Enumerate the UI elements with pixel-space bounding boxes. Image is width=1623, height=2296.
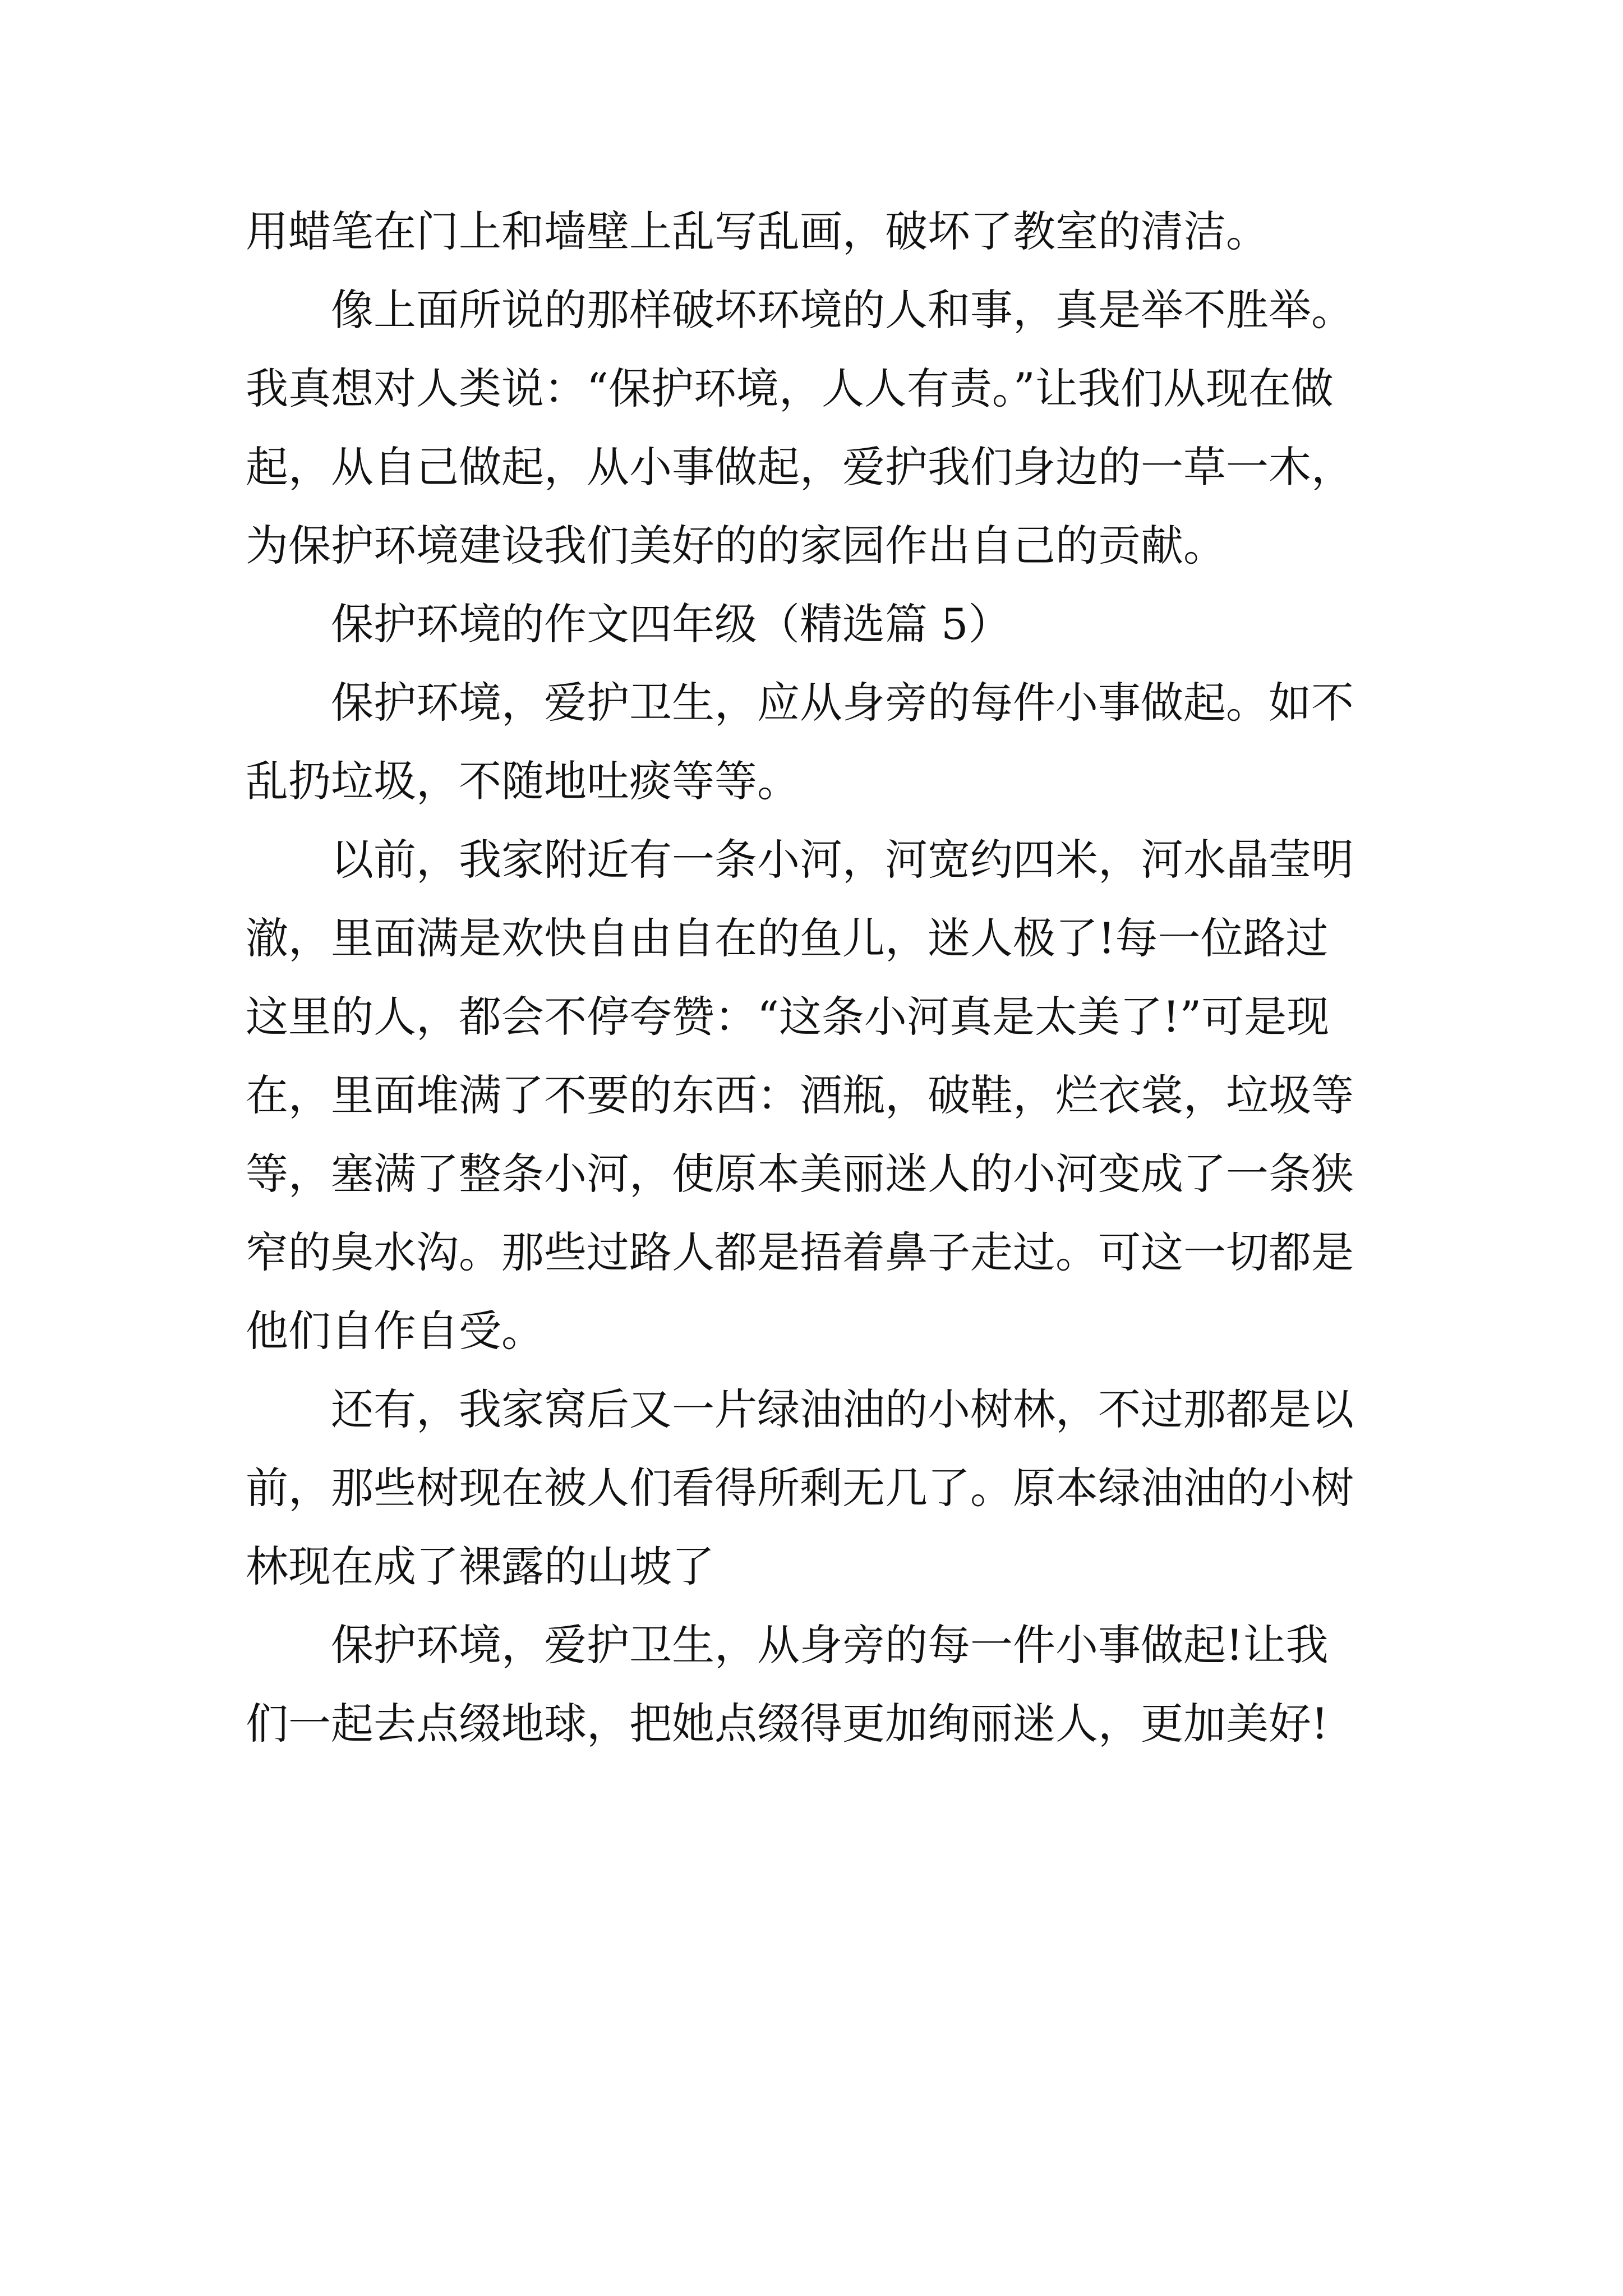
text-line: 澈，里面满是欢快自由自在的鱼儿，迷人极了!每一位路过: [246, 913, 1329, 963]
text-line: 我真想对人类说：“保护环境，人人有责。”让我们从现在做: [246, 364, 1334, 413]
text-line: 乱扔垃圾，不随地吐痰等等。: [246, 756, 800, 806]
essay-body: [246, 192, 1412, 1763]
paragraph-first-line: 保护环境，爱护卫生，应从身旁的每件小事做起。如不: [331, 678, 1354, 728]
text-line: 用蜡笔在门上和墙壁上乱写乱画，破坏了教室的清洁。: [246, 206, 1269, 256]
paragraph-first-line: 保护环境，爱护卫生，从身旁的每一件小事做起!让我: [331, 1620, 1329, 1670]
paragraph-first-line: 还有，我家窝后又一片绿油油的小树林，不过那都是以: [331, 1384, 1354, 1434]
text-line: 这里的人，都会不停夸赞：“这条小河真是太美了!”可是现: [246, 992, 1330, 1042]
section-heading: 保护环境的作文四年级（精选篇 5）: [331, 599, 1011, 649]
text-line: 在，里面堆满了不要的东西：酒瓶，破鞋，烂衣裳，垃圾等: [246, 1070, 1354, 1120]
text-line: 窄的臭水沟。那些过路人都是捂着鼻子走过。可这一切都是: [246, 1227, 1354, 1277]
text-line: 他们自作自受。: [246, 1306, 544, 1356]
text-line: 们一起去点缀地球，把她点缀得更加绚丽迷人，更加美好!: [246, 1699, 1329, 1749]
text-line: 等，塞满了整条小河，使原本美丽迷人的小河变成了一条狭: [246, 1149, 1354, 1199]
paragraph-first-line: 像上面所说的那样破坏环境的人和事，真是举不胜举。: [331, 285, 1354, 335]
text-line: 为保护环境建设我们美好的的家园作出自己的贡献。: [246, 521, 1226, 570]
text-line: 起，从自己做起，从小事做起，爱护我们身边的一草一木，: [246, 442, 1354, 492]
text-line: 前，那些树现在被人们看得所剩无几了。原本绿油油的小树: [246, 1463, 1354, 1513]
text-line: 林现在成了裸露的山坡了: [246, 1542, 714, 1591]
paragraph-first-line: 以前，我家附近有一条小河，河宽约四米，河水晶莹明: [331, 835, 1354, 885]
